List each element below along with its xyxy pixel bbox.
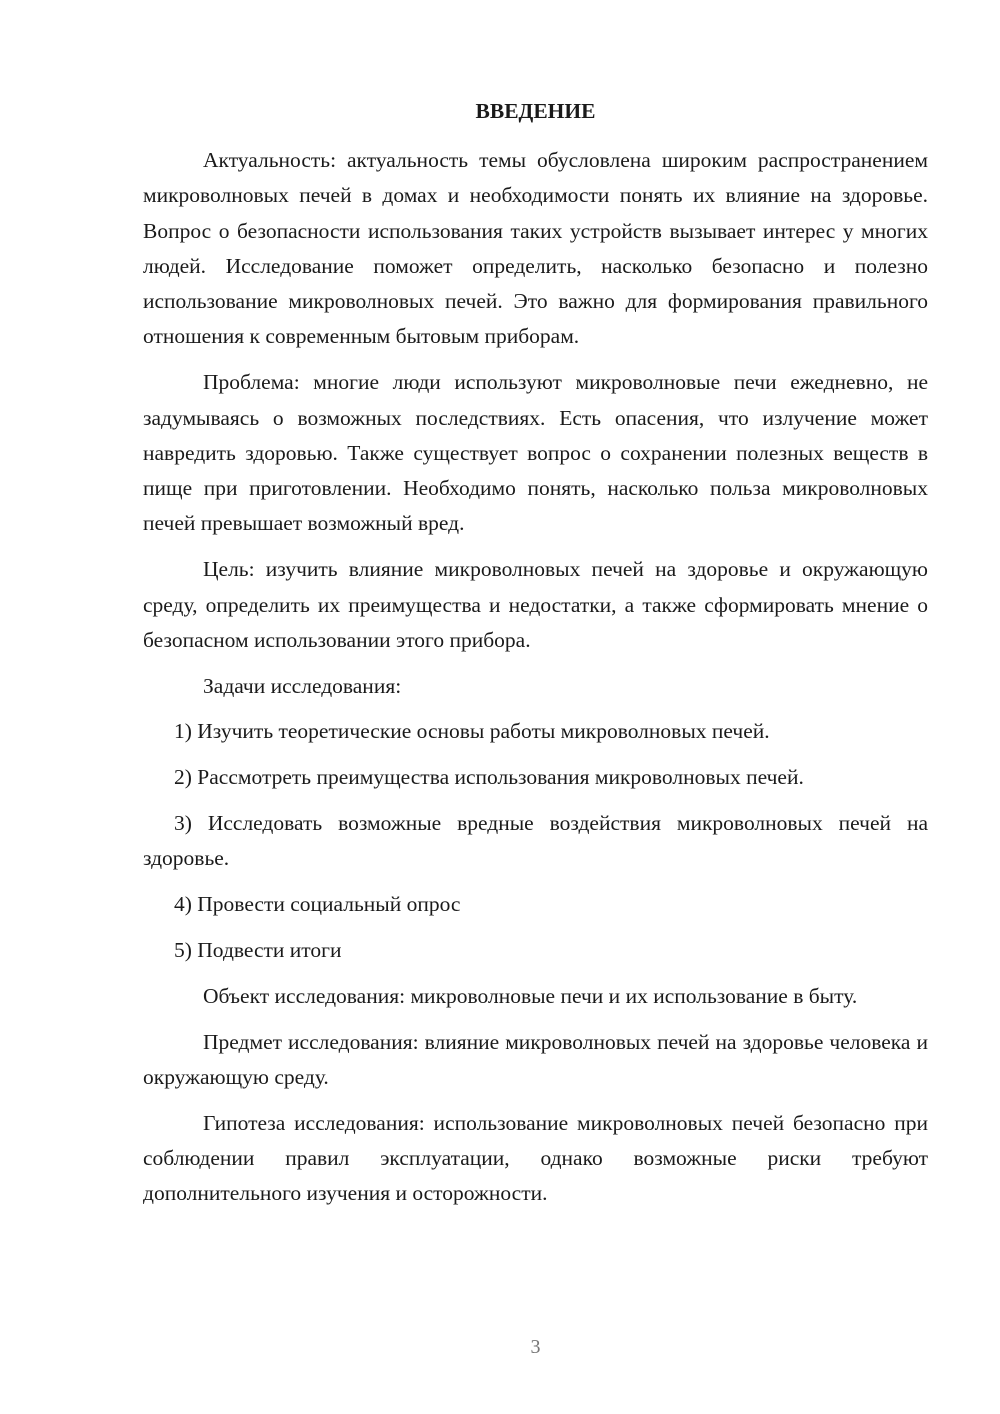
page-number: 3 (530, 1336, 541, 1358)
relevance-paragraph: Актуальность: актуальность темы обусловлена широким распространением микроволновых печей в домах и необходимости понять их влияние на здоровье. Вопрос о безопасности использования таких устройств вызывает интерес у многих людей. Исследование поможет определить, насколько безопасно и полезно использование микроволновых печей. Это важно для формирования правильного отношения к современным бытовым приборам. (143, 148, 928, 349)
task-item: 2) Рассмотреть преимущества использования микроволновых печей. (174, 765, 804, 790)
document-page (143, 0, 928, 1414)
task-item: 5) Подвести итоги (174, 937, 342, 962)
task-item: 3) Исследовать возможные вредные воздействия микроволновых печей на здоровье. (143, 811, 928, 871)
subject-paragraph: Предмет исследования: влияние микроволновых печей на здоровье человека и окружающую среду. (143, 1029, 928, 1089)
document-body (143, 143, 928, 1212)
object-paragraph: Объект исследования: микроволновые печи и их использование в быту. (203, 983, 858, 1008)
task-item: 4) Провести социальный опрос (174, 892, 461, 917)
page-title: ВВЕДЕНИЕ (475, 99, 596, 123)
hypothesis-paragraph: Гипотеза исследования: использование микроволновых печей безопасно при соблюдении правил эксплуатации, однако возможные риски требуют дополнительного изучения и осторожности. (143, 1110, 928, 1206)
goal-paragraph: Цель: изучить влияние микроволновых печей на здоровье и окружающую среду, определить их преимущества и недостатки, а также сформировать мнение о безопасном использовании этого прибора. (143, 557, 928, 652)
task-item: 1) Изучить теоретические основы работы микроволновых печей. (174, 719, 770, 744)
problem-paragraph: Проблема: многие люди используют микроволновые печи ежедневно, не задумываясь о возможных последствиях. Есть опасения, что излучение может навредить здоровью. Также существует вопрос о сохранении полезных веществ в пище при приготовлении. Необходимо понять, насколько польза микроволновых печей превышает возможный вред. (143, 370, 928, 536)
tasks-heading: Задачи исследования: (203, 673, 402, 698)
